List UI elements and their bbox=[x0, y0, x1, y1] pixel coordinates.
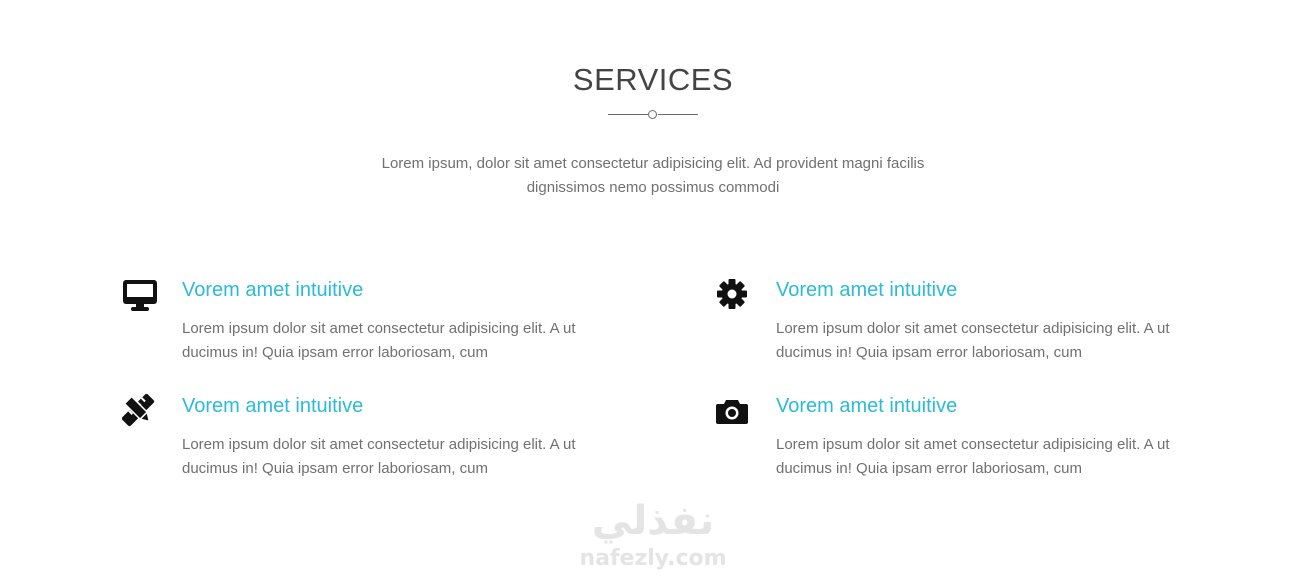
service-description: Lorem ipsum dolor sit amet consectetur adipisicing elit. A ut ducimus in! Quia ipsam error laboriosam, cum bbox=[182, 320, 576, 361]
divider-line-right bbox=[658, 114, 698, 115]
service-description: Lorem ipsum dolor sit amet consectetur adipisicing elit. A ut ducimus in! Quia ipsam error laboriosam, cum bbox=[776, 320, 1170, 361]
service-title[interactable]: Vorem amet intuitive bbox=[182, 395, 364, 417]
service-title[interactable]: Vorem amet intuitive bbox=[776, 279, 958, 301]
service-item-1 bbox=[122, 278, 602, 378]
camera-icon bbox=[716, 394, 752, 430]
watermark-arabic-text: نفذلي bbox=[591, 498, 715, 544]
gear-icon bbox=[716, 278, 752, 314]
watermark-latin-text: nafezly.com bbox=[579, 546, 727, 571]
divider-line-left bbox=[608, 114, 648, 115]
service-description: Lorem ipsum dolor sit amet consectetur adipisicing elit. A ut ducimus in! Quia ipsam error laboriosam, cum bbox=[182, 436, 576, 477]
service-item-4 bbox=[716, 394, 1196, 494]
nafezly-watermark bbox=[568, 498, 738, 578]
pencil-ruler-icon bbox=[122, 394, 158, 430]
divider-dot bbox=[648, 110, 657, 119]
service-description: Lorem ipsum dolor sit amet consectetur adipisicing elit. A ut ducimus in! Quia ipsam error laboriosam, cum bbox=[776, 436, 1170, 477]
service-item-2 bbox=[716, 278, 1196, 378]
service-title[interactable]: Vorem amet intuitive bbox=[182, 279, 364, 301]
service-item-3 bbox=[122, 394, 602, 494]
section-title: SERVICES bbox=[572, 62, 734, 97]
service-title[interactable]: Vorem amet intuitive bbox=[776, 395, 958, 417]
desktop-icon bbox=[122, 278, 158, 314]
title-divider bbox=[608, 109, 698, 121]
section-intro: Lorem ipsum, dolor sit amet consectetur adipisicing elit. Ad provident magni facilis dignissimos nemo possimus commodi bbox=[381, 155, 925, 196]
